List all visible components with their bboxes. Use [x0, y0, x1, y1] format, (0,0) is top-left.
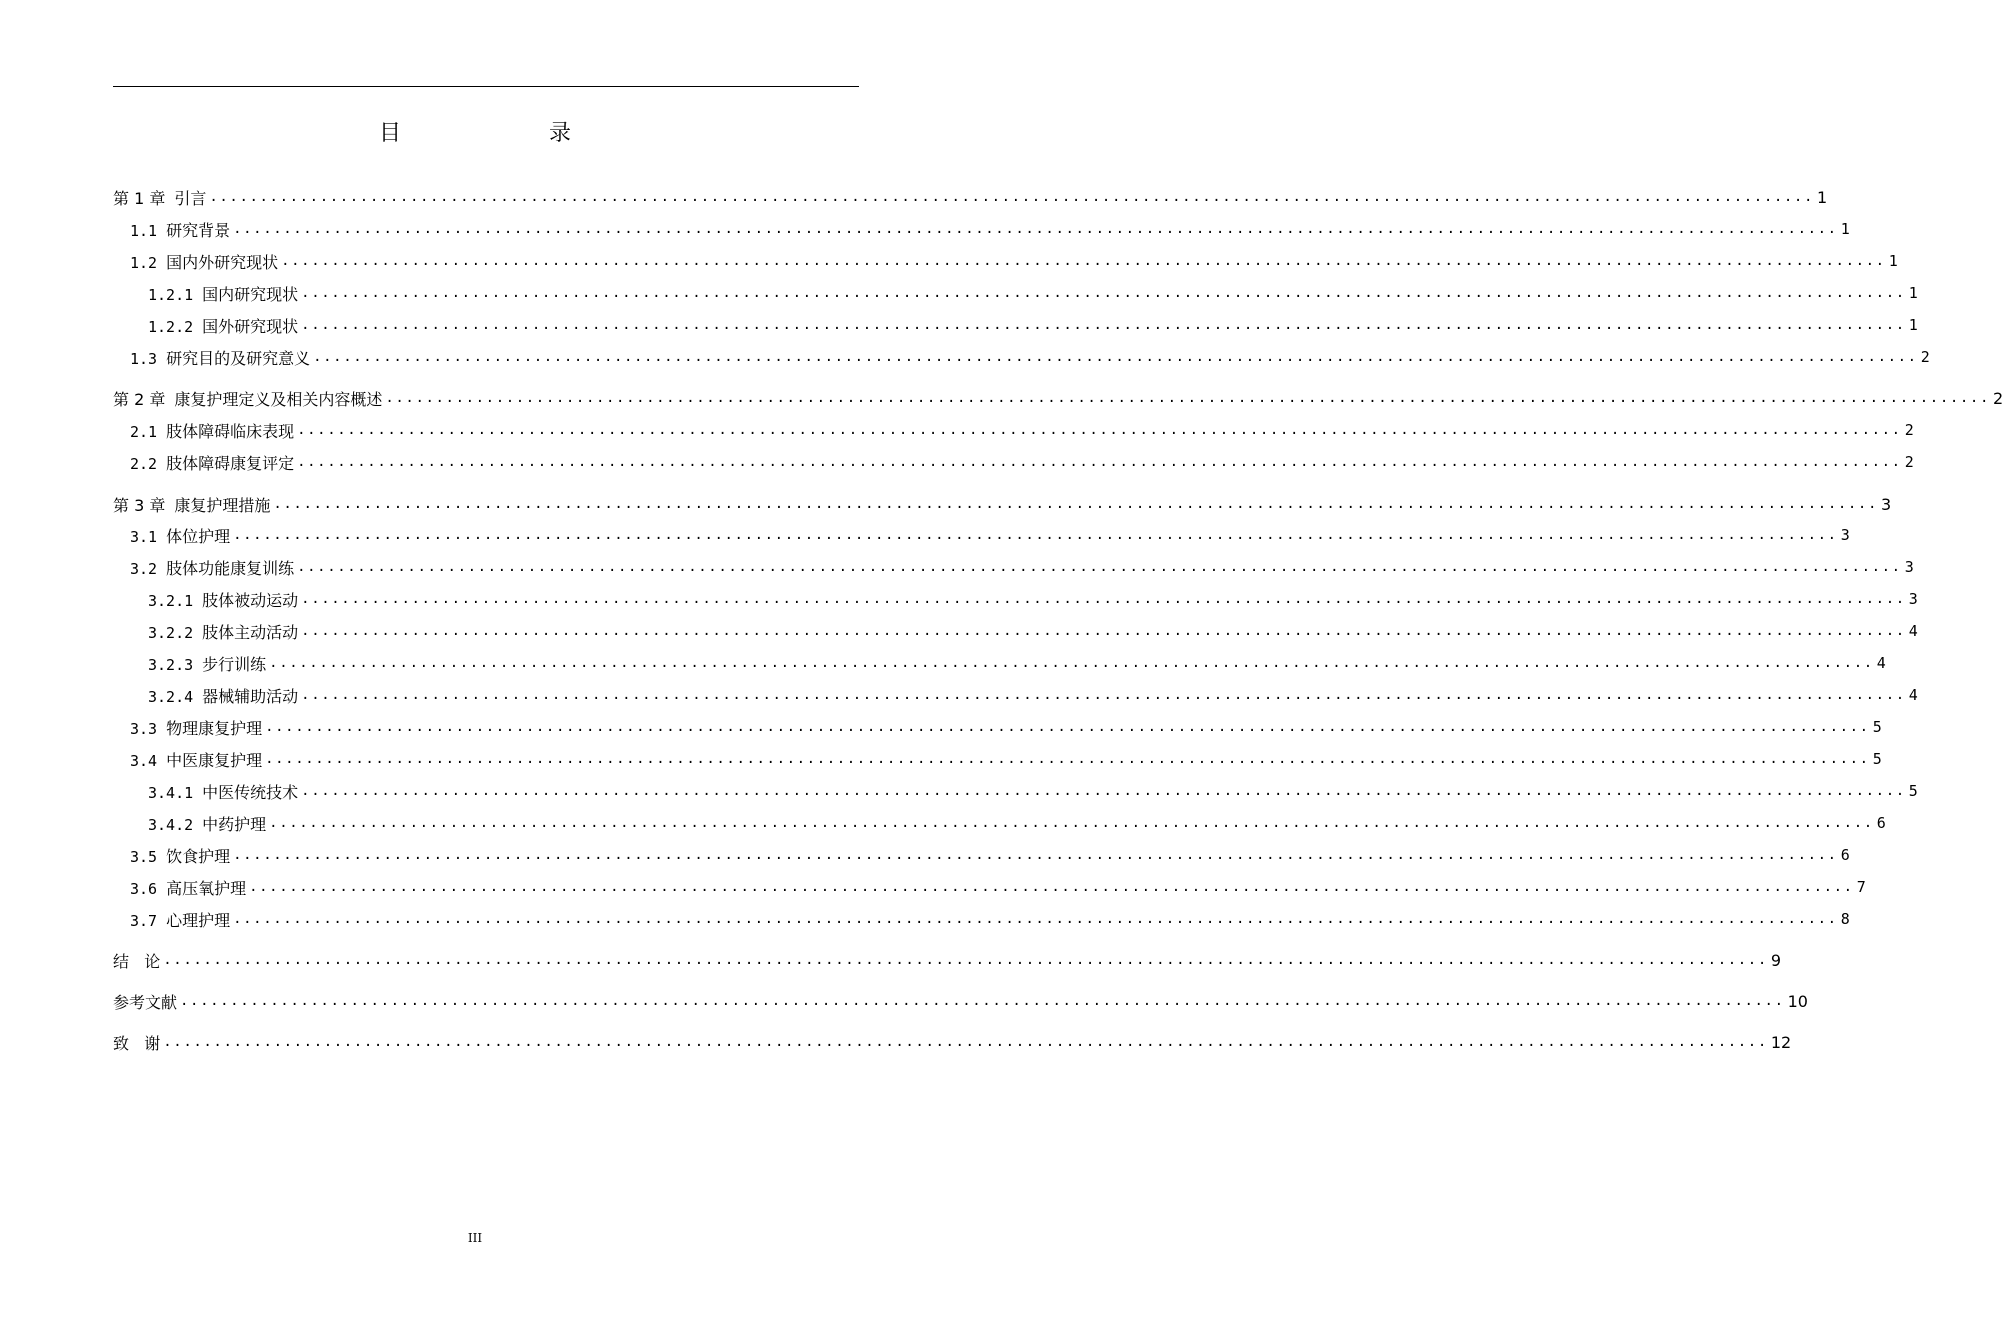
toc-entry-text: 国内外研究现状: [166, 252, 279, 272]
dot-leader: ................................................................................................................................................................: [301, 317, 1906, 333]
dot-leader: ................................................................................................................................................................: [301, 285, 1906, 301]
dot-leader: ................................................................................................................................................................: [269, 815, 1874, 831]
toc-entry-page: 10: [1787, 991, 1808, 1011]
toc-entry-number: 2.1: [130, 422, 158, 441]
toc-entry-text: 物理康复护理: [166, 718, 263, 738]
dot-leader: ................................................................................................................................................................: [297, 559, 1902, 575]
toc-entry-text: 康复护理措施: [174, 495, 271, 515]
dot-leader: ................................................................................................................................................................: [233, 221, 1838, 237]
dot-leader: ................................................................................................................................................................: [249, 879, 1854, 895]
toc-entry-2-2[interactable]: [113, 447, 1914, 477]
toc-entry-page: 1: [1816, 187, 1828, 207]
toc-entry-text: 国内研究现状: [202, 284, 299, 304]
dot-leader: ................................................................................................................................................................: [163, 952, 1768, 968]
toc-entry-ch1[interactable]: [113, 182, 1828, 212]
toc-entry-text: 引言: [174, 188, 207, 208]
toc-entry-page: 7: [1856, 878, 1866, 896]
dot-leader: ................................................................................................................................................................: [301, 623, 1906, 639]
toc-entry-text: 肢体功能康复训练: [166, 558, 295, 578]
toc-entry-page: 1: [1908, 284, 1918, 302]
toc-entry-page: 6: [1876, 814, 1886, 832]
toc-entry-text: 肢体障碍康复评定: [166, 453, 295, 473]
toc-entry-number: 1.3: [130, 349, 158, 368]
toc-entry-number: 3.2.2: [148, 623, 194, 642]
dot-leader: ................................................................................................................................................................: [233, 527, 1838, 543]
toc-entry-1-2-1[interactable]: [113, 278, 1918, 308]
toc-entry-number: 3.2.1: [148, 591, 194, 610]
toc-entry-number: 3.4: [130, 751, 158, 770]
dot-leader: ................................................................................................................................................................: [297, 454, 1902, 470]
toc-entry-1-2-2[interactable]: [113, 310, 1918, 340]
toc-entry-text: 肢体障碍临床表现: [166, 421, 295, 441]
toc-entry-number: 1.2.2: [148, 317, 194, 336]
dot-leader: ................................................................................................................................................................: [265, 719, 1870, 735]
toc-entry-text: 肢体主动活动: [202, 622, 299, 642]
toc-entry-page: 1: [1888, 252, 1898, 270]
toc-entry-acknowledgements[interactable]: [113, 1027, 1792, 1057]
toc-entry-page: 2: [1920, 348, 1930, 366]
toc-entry-3-4-2[interactable]: [113, 808, 1886, 838]
toc-entry-text: 中医康复护理: [166, 750, 263, 770]
toc-entry-number: 3.5: [130, 847, 158, 866]
toc-entry-page: 5: [1872, 750, 1882, 768]
toc-entry-1-1[interactable]: [113, 214, 1850, 244]
dot-leader: ................................................................................................................................................................: [273, 496, 1878, 512]
toc-entry-page: 2: [1904, 453, 1914, 471]
toc-entry-3-3[interactable]: [113, 712, 1882, 742]
toc-entry-page: 4: [1876, 654, 1886, 672]
toc-entry-text: 参考文献: [113, 992, 178, 1012]
toc-entry-3-2-3[interactable]: [113, 648, 1886, 678]
toc-entry-text: 心理护理: [166, 910, 231, 930]
toc-entry-number: 3.2.4: [148, 687, 194, 706]
dot-leader: ................................................................................................................................................................: [265, 751, 1870, 767]
toc-entry-3-2[interactable]: [113, 552, 1914, 582]
toc-entry-text: 研究背景: [166, 220, 231, 240]
toc-entry-number: 3.3: [130, 719, 158, 738]
toc-entry-page: 6: [1840, 846, 1850, 864]
toc-entry-page: 2: [1992, 388, 2003, 408]
toc-entry-page: 3: [1880, 494, 1892, 514]
dot-leader: ................................................................................................................................................................: [301, 783, 1906, 799]
toc-entry-page: 3: [1840, 526, 1850, 544]
dot-leader: ................................................................................................................................................................: [269, 655, 1874, 671]
toc-entry-number: 1.2: [130, 253, 158, 272]
toc-entry-3-7[interactable]: [113, 904, 1850, 934]
toc-entry-ch3[interactable]: [113, 489, 1892, 519]
dot-leader: ................................................................................................................................................................: [301, 687, 1906, 703]
dot-leader: ................................................................................................................................................................: [209, 189, 1814, 205]
toc-entry-number: 3.1: [130, 527, 158, 546]
toc-entry-text: 肢体被动运动: [202, 590, 299, 610]
toc-entry-3-1[interactable]: [113, 520, 1850, 550]
dot-leader: ................................................................................................................................................................: [385, 390, 1990, 406]
toc-title: 目 录: [379, 121, 595, 146]
toc-entry-text: 体位护理: [166, 526, 231, 546]
dot-leader: ................................................................................................................................................................: [301, 591, 1906, 607]
toc-entry-text: 高压氧护理: [166, 878, 247, 898]
toc-entry-page: 2: [1904, 421, 1914, 439]
toc-entry-number: 第 3 章: [113, 495, 166, 515]
toc-entry-references[interactable]: [113, 986, 1808, 1016]
toc-entry-text: 致 谢: [113, 1033, 161, 1053]
dot-leader: ................................................................................................................................................................: [233, 911, 1838, 927]
dot-leader: ................................................................................................................................................................: [313, 349, 1918, 365]
toc-entry-page: 5: [1872, 718, 1882, 736]
toc-entry-page: 5: [1908, 782, 1918, 800]
toc-entry-number: 3.2.3: [148, 655, 194, 674]
toc-entry-number: 3.7: [130, 911, 158, 930]
toc-entry-page: 1: [1840, 220, 1850, 238]
toc-entry-number: 3.4.2: [148, 815, 194, 834]
toc-entry-text: 结 论: [113, 951, 161, 971]
toc-entry-number: 第 1 章: [113, 188, 166, 208]
dot-leader: ................................................................................................................................................................: [297, 422, 1902, 438]
toc-entry-page: 4: [1908, 622, 1918, 640]
toc-entry-3-4[interactable]: [113, 744, 1882, 774]
toc-entry-conclusion[interactable]: [113, 945, 1782, 975]
toc-entry-number: 第 2 章: [113, 389, 166, 409]
dot-leader: ................................................................................................................................................................: [163, 1034, 1768, 1050]
toc-entry-page: 3: [1908, 590, 1918, 608]
toc-entry-text: 中药护理: [202, 814, 267, 834]
toc-entry-page: 3: [1904, 558, 1914, 576]
toc-entry-1-2[interactable]: [113, 246, 1898, 276]
toc-entry-number: 3.6: [130, 879, 158, 898]
toc-entry-3-6[interactable]: [113, 872, 1866, 902]
dot-leader: ................................................................................................................................................................: [180, 993, 1785, 1009]
toc-entry-page: 8: [1840, 910, 1850, 928]
toc-entry-number: 3.2: [130, 559, 158, 578]
dot-leader: ................................................................................................................................................................: [233, 847, 1838, 863]
toc-entry-number: 1.1: [130, 221, 158, 240]
toc-entry-3-2-1[interactable]: [113, 584, 1918, 614]
toc-entry-text: 研究目的及研究意义: [166, 348, 311, 368]
toc-entry-text: 器械辅助活动: [202, 686, 299, 706]
toc-entry-page: 1: [1908, 316, 1918, 334]
toc-entry-ch2[interactable]: [113, 383, 2003, 413]
toc-entry-number: 3.4.1: [148, 783, 194, 802]
page-number: III: [467, 1231, 483, 1245]
toc-entry-1-3[interactable]: [113, 342, 1930, 372]
toc-entry-page: 4: [1908, 686, 1918, 704]
toc-entry-2-1[interactable]: [113, 415, 1914, 445]
toc-entry-page: 12: [1770, 1032, 1792, 1052]
toc-entry-3-2-4[interactable]: [113, 680, 1918, 710]
toc-entry-3-2-2[interactable]: [113, 616, 1918, 646]
toc-entry-text: 饮食护理: [166, 846, 231, 866]
toc-entry-3-4-1[interactable]: [113, 776, 1918, 806]
toc-entry-text: 中医传统技术: [202, 782, 299, 802]
dot-leader: ................................................................................................................................................................: [281, 253, 1886, 269]
toc-entry-text: 步行训练: [202, 654, 267, 674]
toc-entry-number: 2.2: [130, 454, 158, 473]
header-rule: [113, 86, 859, 87]
toc-entry-text: 国外研究现状: [202, 316, 299, 336]
toc-entry-text: 康复护理定义及相关内容概述: [174, 389, 383, 409]
toc-entry-number: 1.2.1: [148, 285, 194, 304]
toc-entry-3-5[interactable]: [113, 840, 1850, 870]
toc-entry-page: 9: [1770, 950, 1782, 970]
